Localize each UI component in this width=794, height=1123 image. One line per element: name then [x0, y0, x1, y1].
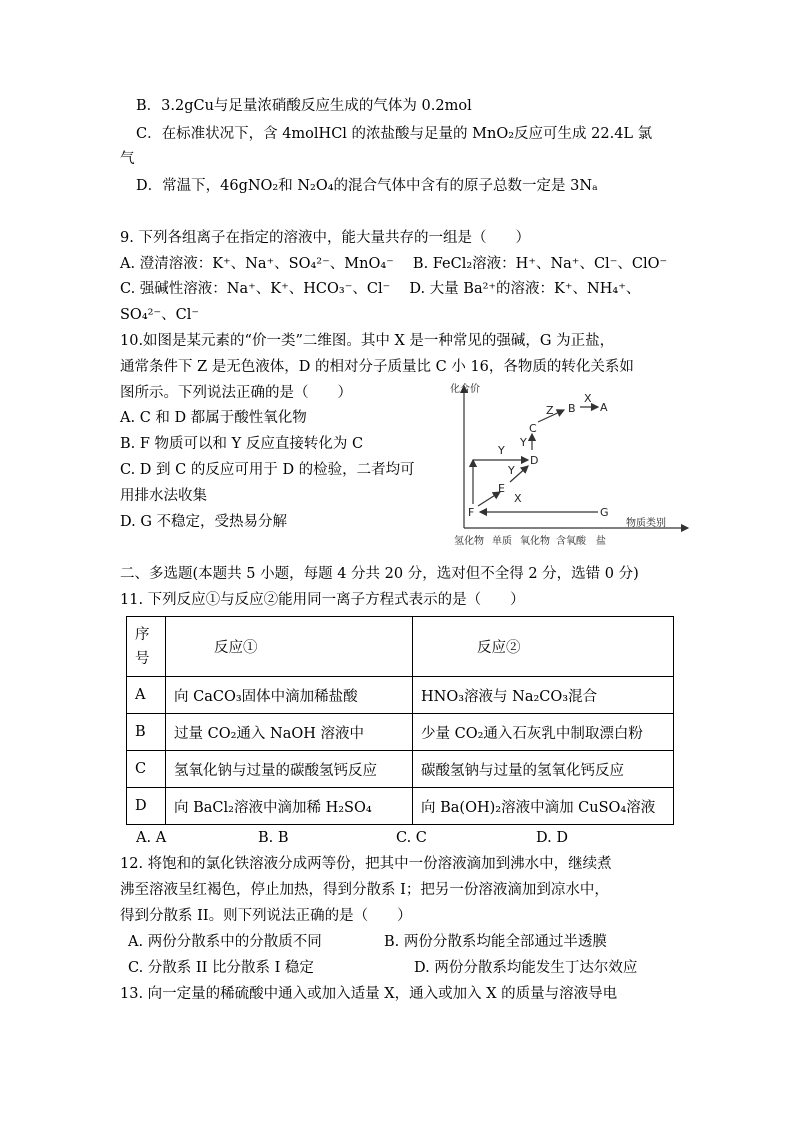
q13-stem-1: 13. 向一定量的稀硫酸中通入或加入适量 X，通入或加入 X 的质量与溶液导电 [120, 986, 618, 1002]
q12-stem-2: 沸至溶液呈红褐色，停止加热，得到分散系 I；把另一份溶液滴加到凉水中， [120, 882, 609, 898]
q8-option-c-cont: 气 [120, 151, 135, 167]
node-label: E [498, 482, 505, 495]
q12-option-d: D. 两份分散系均能发生丁达尔效应 [414, 960, 638, 976]
arrow-label: Z [546, 404, 554, 417]
q9-options-cd: C. 强碱性溶液：Na⁺、K⁺、HCO₃⁻、Cl⁻ D. 大量 Ba²⁺的溶液：K⁺、NH₄⁺、 [120, 281, 641, 297]
y-axis-label: 化合价 [450, 384, 480, 395]
node-label: F [468, 506, 475, 519]
q10-stem-1: 10.如图是某元素的“价一类”二维图。其中 X 是一种常见的强碱，G 为正盐， [120, 333, 615, 349]
q9-stem: 9. 下列各组离子在指定的溶液中，能大量共存的一组是（ ） [120, 230, 530, 246]
q9-options-ab: A. 澄清溶液：K⁺、Na⁺、SO₄²⁻、MnO₄⁻ B. FeCl₂溶液：H⁺、Na⁺、Cl⁻、ClO⁻ [120, 256, 668, 272]
reaction-2-cell: 碳酸氢钠与过量的氢氧化钙反应 [413, 751, 674, 788]
q10-option-a: A. C 和 D 都属于酸性氧化物 [120, 410, 307, 426]
q12-stem-1: 12. 将饱和的氯化铁溶液分成两等份，把其中一份溶液滴加到沸水中，继续煮 [120, 856, 612, 872]
q12-option-c: C. 分散系 II 比分散系 I 稳定 [128, 960, 314, 976]
node-label: B [568, 402, 576, 415]
category-label: 盐 [596, 536, 606, 547]
row-index: C [127, 751, 166, 788]
q10-stem-3: 图所示。下列说法正确的是（ ） [120, 385, 352, 401]
reaction-1-cell: 向 BaCl₂溶液中滴加稀 H₂SO₄ [166, 788, 413, 825]
q12-option-a: A. 两份分散系中的分散质不同 [128, 934, 322, 950]
category-label: 氧化物 [520, 536, 550, 547]
q11-option-d: D. D [536, 830, 568, 846]
header-cell-reaction-1: 反应① [166, 617, 413, 677]
arrow-label: X [514, 492, 522, 505]
arrow-f-to-e [478, 492, 500, 506]
category-label: 氢化物 [454, 536, 484, 547]
q8-option-d: D．常温下，46gNO₂和 N₂O₄的混合气体中含有的原子总数一定是 3Nₐ [136, 178, 598, 194]
node-label: C [529, 422, 537, 435]
reaction-2-cell: 少量 CO₂通入石灰乳中制取漂白粉 [413, 714, 674, 751]
valence-class-diagram [448, 378, 698, 550]
arrow-label: Y [520, 436, 527, 449]
q12-stem-3: 得到分散系 II。则下列说法正确的是（ ） [120, 908, 412, 924]
q11-option-c: C. C [396, 830, 427, 846]
header-cell-index: 序号 [127, 617, 166, 677]
q11-option-a: A. A [136, 830, 167, 846]
node-label: G [600, 506, 609, 519]
node-label: A [600, 401, 608, 414]
q10-option-c-cont: 用排水法收集 [120, 488, 207, 504]
q9-options-d-cont: SO₄²⁻、Cl⁻ [120, 307, 199, 323]
arrow-label: Y [498, 444, 505, 457]
row-index: A [127, 677, 166, 714]
reaction-2-cell: 向 Ba(OH)₂溶液中滴加 CuSO₄溶液 [413, 788, 674, 825]
q11-reaction-table [126, 616, 674, 825]
q12-option-b: B. 两份分散系均能全部通过半透膜 [384, 934, 607, 950]
reaction-1-cell: 向 CaCO₃固体中滴加稀盐酸 [166, 677, 413, 714]
q10-option-d: D. G 不稳定，受热易分解 [120, 514, 288, 530]
category-label: 含氧酸 [556, 536, 586, 547]
table-row [127, 714, 674, 751]
table-row [127, 751, 674, 788]
table-row [127, 788, 674, 825]
section-2-heading: 二、多选题(本题共 5 小题，每题 4 分共 20 分，选对但不全得 2 分，选错 0 分) [120, 566, 639, 582]
reaction-1-cell: 氢氧化钠与过量的碳酸氢钙反应 [166, 751, 413, 788]
q11-stem: 11. 下列反应①与反应②能用同一离子方程式表示的是（ ） [120, 592, 525, 608]
q10-option-c: C. D 到 C 的反应可用于 D 的检验，二者均可 [120, 462, 415, 478]
category-label: 单质 [492, 536, 512, 547]
node-label: D [530, 454, 539, 467]
q11-option-b: B. B [258, 830, 289, 846]
arrow-label: Y [508, 464, 515, 477]
row-index: B [127, 714, 166, 751]
x-axis-label: 物质类别 [626, 518, 666, 529]
table-header-row [127, 617, 674, 677]
arrow-label: X [584, 392, 592, 405]
q8-option-c: C．在标准状况下，含 4molHCl 的浓盐酸与足量的 MnO₂反应可生成 22.4L 氯 [136, 126, 653, 142]
q10-stem-2: 通常条件下 Z 是无色液体，D 的相对分子质量比 C 小 16，各物质的转化关系如 [120, 359, 634, 375]
q10-option-b: B. F 物质可以和 Y 反应直接转化为 C [120, 436, 364, 452]
header-cell-reaction-2: 反应② [413, 617, 674, 677]
row-index: D [127, 788, 166, 825]
q8-option-b: B．3.2gCu与足量浓硝酸反应生成的气体为 0.2mol [136, 98, 472, 114]
reaction-2-cell: HNO₃溶液与 Na₂CO₃混合 [413, 677, 674, 714]
reaction-1-cell: 过量 CO₂通入 NaOH 溶液中 [166, 714, 413, 751]
table-row [127, 677, 674, 714]
